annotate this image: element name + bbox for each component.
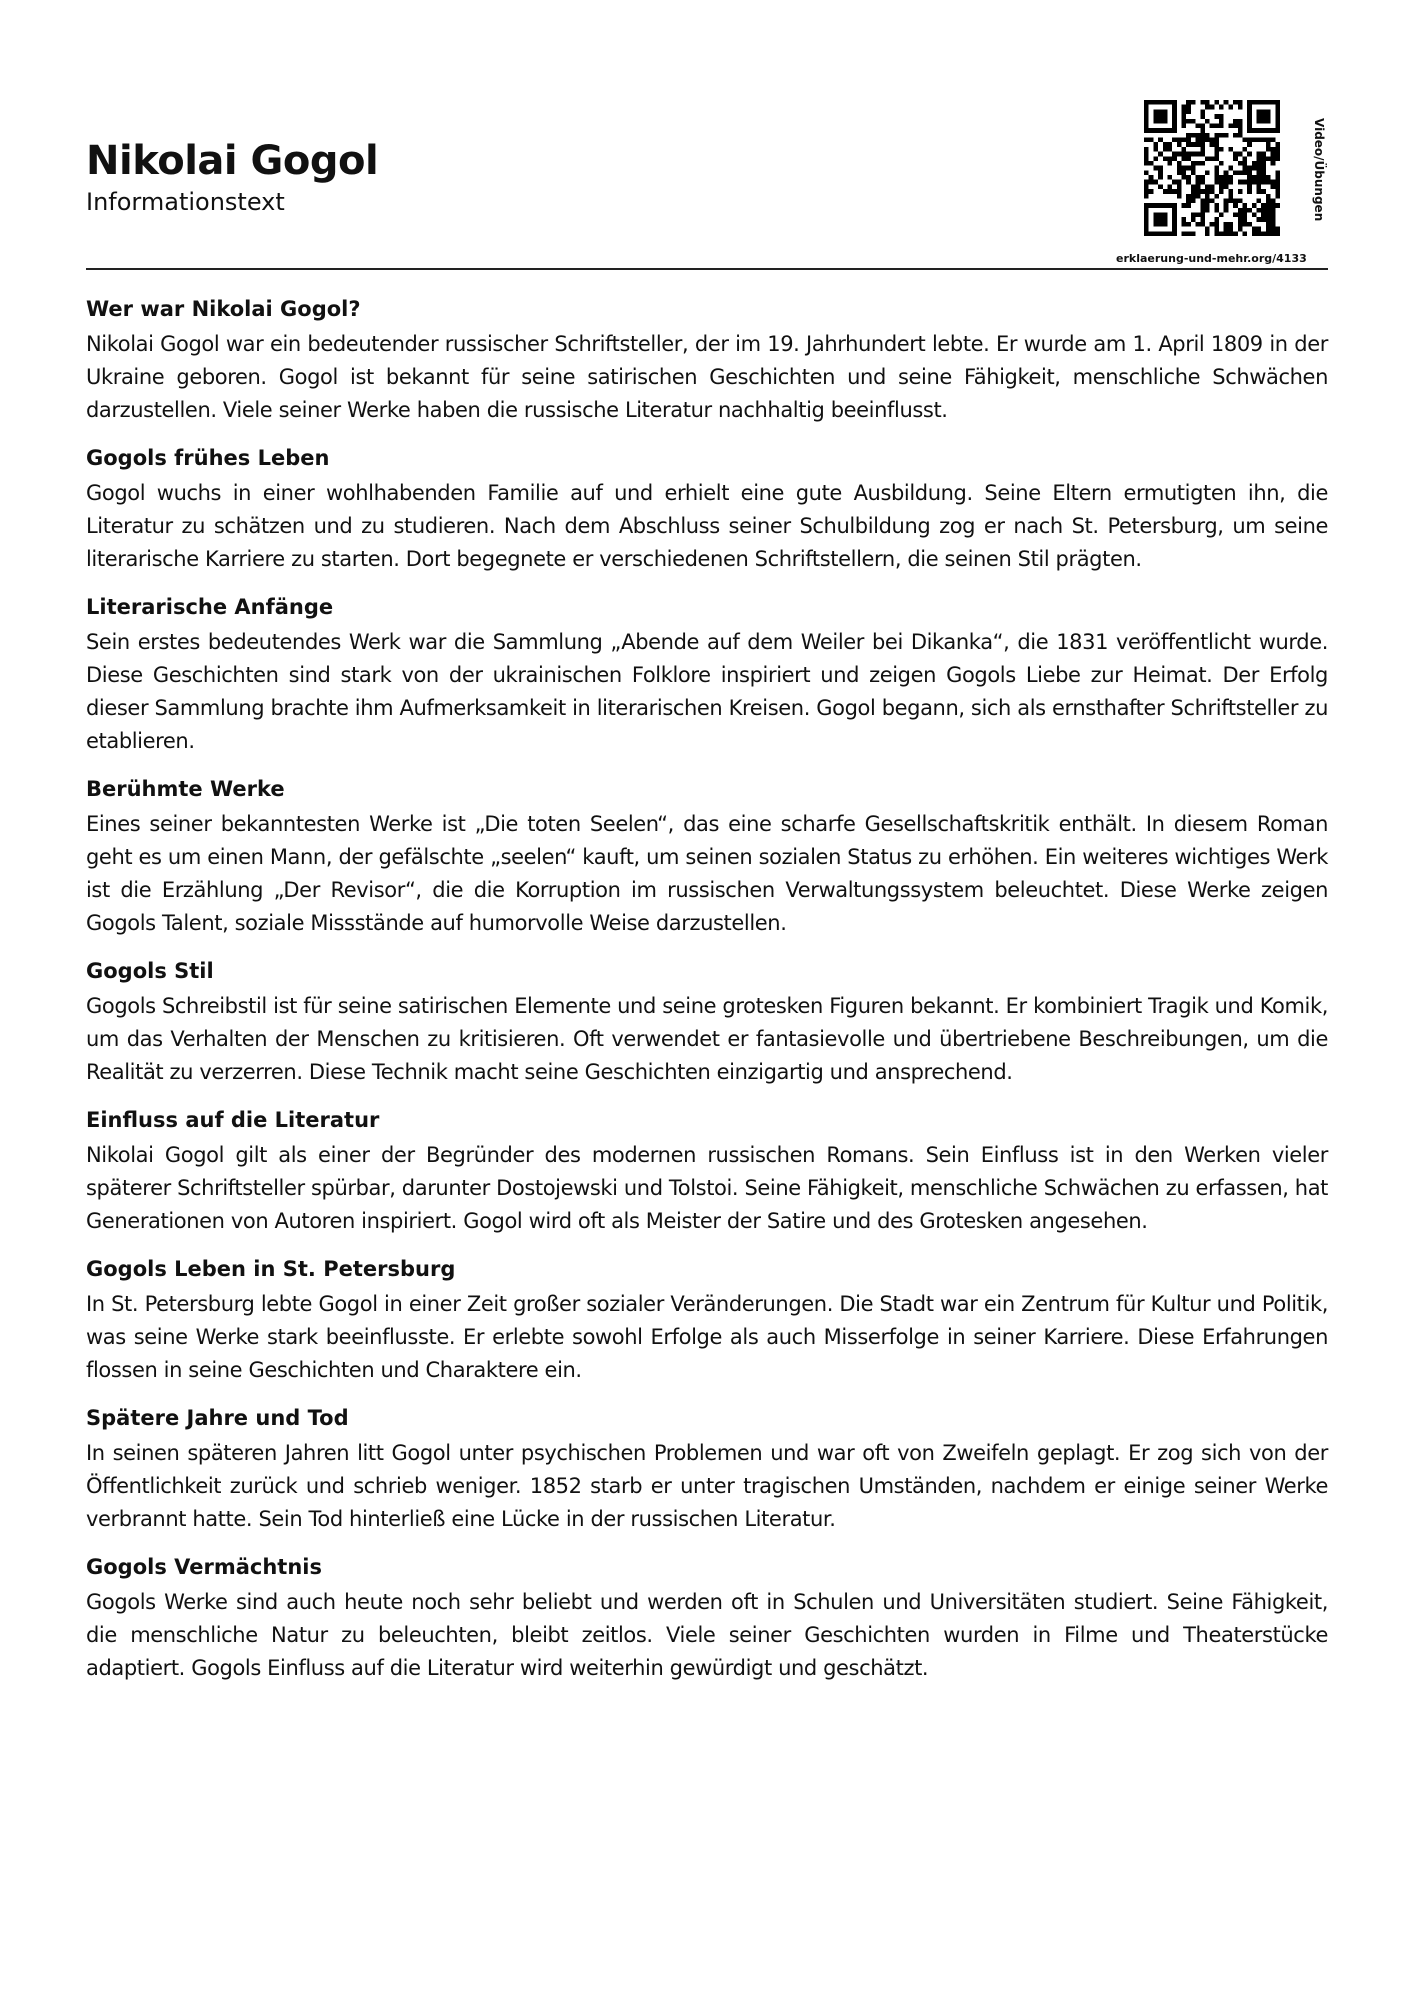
section-text: Gogols Werke sind auch heute noch sehr beliebt und werden oft in Schulen und Universitäten studiert. Seine Fähigkeit, die menschliche Natur zu beleuchten, bleibt zeitlos. Viele seiner Geschichten wurden in Filme und Theaterstücke adaptiert. Gogols Einfluss auf die Literatur wird weiterhin gewürdigt und geschätzt. xyxy=(86,1590,1328,1680)
section-heading: Wer war Nikolai Gogol? xyxy=(86,297,361,321)
page-header xyxy=(86,100,1326,270)
section xyxy=(86,294,1328,427)
section xyxy=(86,1105,1328,1238)
header-divider xyxy=(86,268,1328,270)
section xyxy=(86,1403,1328,1536)
video-exercises-label: Video/Übungen xyxy=(1312,118,1326,222)
section-text: In St. Petersburg lebte Gogol in einer Zeit großer sozialer Veränderungen. Die Stadt war ein Zentrum für Kultur und Politik, was seine Werke stark beeinflusste. Er erlebte sowohl Erfolge als auch Misserfolge in seiner Karriere. Diese Erfahrungen flossen in seine Geschichten und Charaktere ein. xyxy=(86,1292,1328,1382)
section xyxy=(86,443,1328,576)
section-text: Sein erstes bedeutendes Werk war die Sammlung „Abende auf dem Weiler bei Dikanka“, die 1831 veröffentlicht wurde. Diese Geschichten sind stark von der ukrainischen Folklore inspiriert und zeigen Gogols Liebe zur Heimat. Der Erfolg dieser Sammlung brachte ihm Aufmerksamkeit in literarischen Kreisen. Gogol begann, sich als ernsthafter Schriftsteller zu etablieren. xyxy=(86,630,1328,753)
section-heading: Gogols Leben in St. Petersburg xyxy=(86,1257,456,1281)
page-subtitle: Informationstext xyxy=(86,188,285,216)
section-text: Eines seiner bekanntesten Werke ist „Die toten Seelen“, das eine scharfe Gesellschaftskritik enthält. In diesem Roman geht es um einen Mann, der gefälschte „seelen“ kauft, um seinen sozialen Status zu erhöhen. Ein weiteres wichtiges Werk ist die Erzählung „Der Revisor“, die die Korruption im russischen Verwaltungssystem beleuchtet. Diese Werke zeigen Gogols Talent, soziale Missstände auf humorvolle Weise darzustellen. xyxy=(86,812,1328,935)
section-heading: Gogols frühes Leben xyxy=(86,446,330,470)
section-heading: Berühmte Werke xyxy=(86,777,285,801)
section-heading: Gogols Stil xyxy=(86,959,214,983)
section-heading: Einfluss auf die Literatur xyxy=(86,1108,380,1132)
section xyxy=(86,592,1328,758)
section-heading: Spätere Jahre und Tod xyxy=(86,1406,349,1430)
section-heading: Gogols Vermächtnis xyxy=(86,1555,322,1579)
page-title: Nikolai Gogol xyxy=(86,138,379,184)
article-body xyxy=(86,288,1328,1701)
section-text: Nikolai Gogol gilt als einer der Begründer des modernen russischen Romans. Sein Einfluss ist in den Werken vieler späterer Schriftsteller spürbar, darunter Dostojewski und Tolstoi. Seine Fähigkeit, menschliche Schwächen zu erfassen, hat Generationen von Autoren inspiriert. Gogol wird oft als Meister der Satire und des Grotesken angesehen. xyxy=(86,1143,1328,1233)
section xyxy=(86,1552,1328,1685)
section-text: Gogol wuchs in einer wohlhabenden Familie auf und erhielt eine gute Ausbildung. Seine Eltern ermutigten ihn, die Literatur zu schätzen und zu studieren. Nach dem Abschluss seiner Schulbildung zog er nach St. Petersburg, um seine literarische Karriere zu starten. Dort begegnete er verschiedenen Schriftstellern, die seinen Stil prägten. xyxy=(86,481,1328,571)
section xyxy=(86,774,1328,940)
section xyxy=(86,1254,1328,1387)
section-text: Nikolai Gogol war ein bedeutender russischer Schriftsteller, der im 19. Jahrhundert lebte. Er wurde am 1. April 1809 in der Ukraine geboren. Gogol ist bekannt für seine satirischen Geschichten und seine Fähigkeit, menschliche Schwächen darzustellen. Viele seiner Werke haben die russische Literatur nachhaltig beeinflusst. xyxy=(86,332,1328,422)
section xyxy=(86,956,1328,1089)
qr-code-icon[interactable] xyxy=(1144,100,1280,236)
section-text: Gogols Schreibstil ist für seine satirischen Elemente und seine grotesken Figuren bekannt. Er kombiniert Tragik und Komik, um das Verhalten der Menschen zu kritisieren. Oft verwendet er fantasievolle und übertriebene Beschreibungen, um die Realität zu verzerren. Diese Technik macht seine Geschichten einzigartig und ansprechend. xyxy=(86,994,1328,1084)
qr-url[interactable]: erklaerung-und-mehr.org/4133 xyxy=(1116,252,1307,265)
section-text: In seinen späteren Jahren litt Gogol unter psychischen Problemen und war oft von Zweifeln geplagt. Er zog sich von der Öffentlichkeit zurück und schrieb weniger. 1852 starb er unter tragischen Umständen, nachdem er einige seiner Werke verbrannt hatte. Sein Tod hinterließ eine Lücke in der russischen Literatur. xyxy=(86,1441,1328,1531)
section-heading: Literarische Anfänge xyxy=(86,595,334,619)
